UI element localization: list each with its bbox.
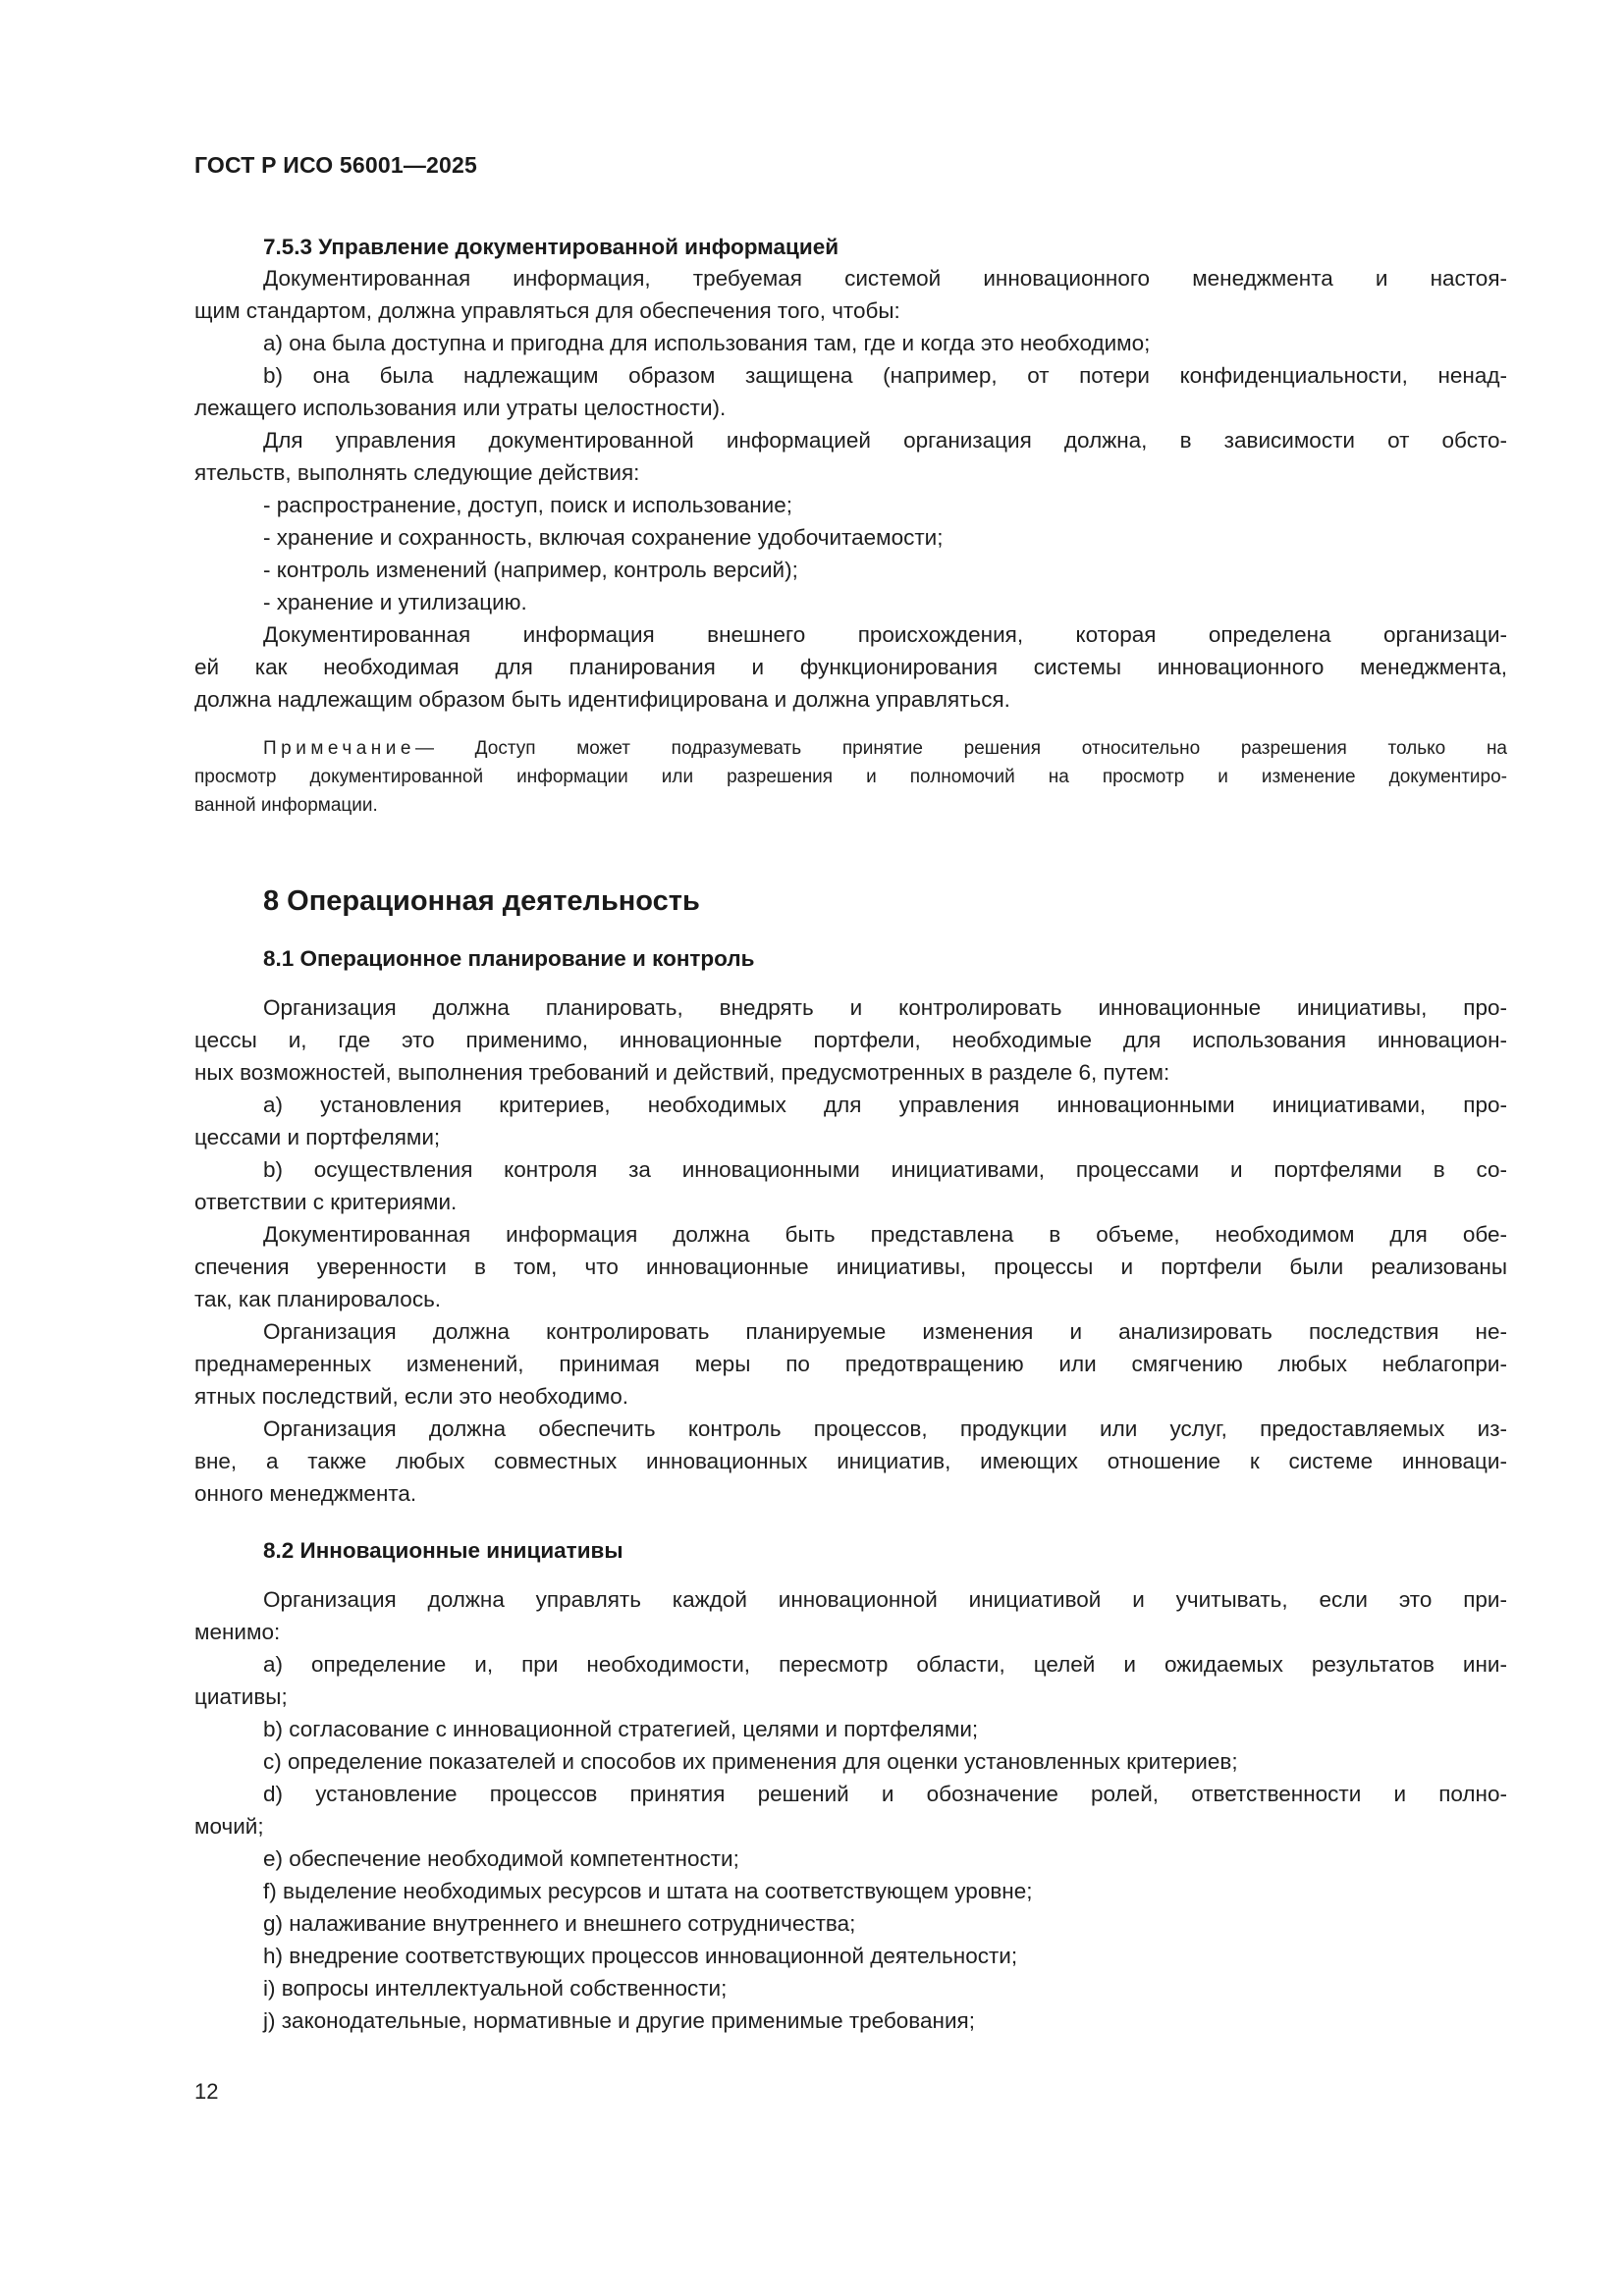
paragraph-line: Организация должна планировать, внедрять и контролировать инновационные инициативы, про- bbox=[263, 995, 1507, 1020]
note-line: ванной информации. bbox=[194, 795, 378, 816]
section-heading-8: 8 Операционная деятельность bbox=[263, 885, 700, 917]
paragraph-line: вне, а также любых совместных инновационных инициатив, имеющих отношение к системе инноваци- bbox=[194, 1449, 1507, 1473]
list-item-a: a) установления критериев, необходимых для управления инновационными инициативами, про- bbox=[263, 1093, 1507, 1117]
paragraph-line: Для управления документированной информацией организация должна, в зависимости от обсто- bbox=[263, 428, 1507, 453]
paragraph-line: ятельств, выполнять следующие действия: bbox=[194, 460, 640, 485]
list-item-d-cont: мочий; bbox=[194, 1814, 264, 1839]
note-first-line bbox=[263, 736, 1507, 762]
section-heading-7-5-3: 7.5.3 Управление документированной информацией bbox=[263, 235, 839, 259]
paragraph-line: так, как планировалось. bbox=[194, 1287, 442, 1311]
paragraph-line: Документированная информация должна быть представлена в объеме, необходимом для обе- bbox=[263, 1222, 1507, 1247]
paragraph-line: Документированная информация внешнего происхождения, которая определена организаци- bbox=[263, 622, 1507, 647]
paragraph-line: ятных последствий, если это необходимо. bbox=[194, 1384, 629, 1409]
page-number: 12 bbox=[194, 2079, 219, 2104]
list-item-b: b) осуществления контроля за инновационными инициативами, процессами и портфелями в со- bbox=[263, 1157, 1507, 1182]
list-item-b-cont: лежащего использования или утраты целостности). bbox=[194, 396, 727, 420]
paragraph-line: Организация должна контролировать планируемые изменения и анализировать последствия не- bbox=[263, 1319, 1507, 1344]
list-item-a: a) определение и, при необходимости, пересмотр области, целей и ожидаемых результатов ини- bbox=[263, 1652, 1507, 1677]
dash-item: - хранение и утилизацию. bbox=[263, 590, 527, 614]
dash-item: - хранение и сохранность, включая сохранение удобочитаемости; bbox=[263, 525, 944, 550]
paragraph-line: преднамеренных изменений, принимая меры по предотвращению или смягчению любых неблагопри- bbox=[194, 1352, 1507, 1376]
paragraph-line: онного менеджмента. bbox=[194, 1481, 417, 1506]
list-item-b-cont: ответствии с критериями. bbox=[194, 1190, 458, 1214]
list-item-i: i) вопросы интеллектуальной собственности; bbox=[263, 1976, 728, 2001]
section-heading-8-1: 8.1 Операционное планирование и контроль bbox=[263, 946, 755, 971]
paragraph-line: щим стандартом, должна управляться для обеспечения того, чтобы: bbox=[194, 298, 900, 323]
paragraph-line: цессы и, где это применимо, инновационные портфели, необходимые для использования инновацион- bbox=[194, 1028, 1507, 1052]
list-item-g: g) налаживание внутреннего и внешнего сотрудничества; bbox=[263, 1911, 856, 1936]
paragraph-line: Документированная информация, требуемая системой инновационного менеджмента и настоя- bbox=[263, 266, 1507, 291]
list-item-e: e) обеспечение необходимой компетентности; bbox=[263, 1846, 739, 1871]
section-heading-8-2: 8.2 Инновационные инициативы bbox=[263, 1538, 623, 1563]
list-item-j: j) законодательные, нормативные и другие применимые требования; bbox=[263, 2008, 975, 2033]
dash-item: - контроль изменений (например, контроль версий); bbox=[263, 558, 798, 582]
list-item-h: h) внедрение соответствующих процессов инновационной деятельности; bbox=[263, 1944, 1018, 1968]
dash-item: - распространение, доступ, поиск и использование; bbox=[263, 493, 793, 517]
paragraph-line: ей как необходимая для планирования и функционирования системы инновационного менеджмента, bbox=[194, 655, 1507, 679]
list-item-b: b) она была надлежащим образом защищена (например, от потери конфиденциальности, ненад- bbox=[263, 363, 1507, 388]
note-text: — Доступ может подразумевать принятие решения относительно разрешения только на bbox=[414, 738, 1507, 759]
paragraph-line: Организация должна обеспечить контроль процессов, продукции или услуг, предоставляемых из- bbox=[263, 1416, 1507, 1441]
list-item-a-cont: циативы; bbox=[194, 1684, 288, 1709]
list-item-b: b) согласование с инновационной стратегией, целями и портфелями; bbox=[263, 1717, 979, 1741]
paragraph-line: спечения уверенности в том, что инновационные инициативы, процессы и портфели были реализованы bbox=[194, 1255, 1507, 1279]
paragraph-line: ных возможностей, выполнения требований и действий, предусмотренных в разделе 6, путем: bbox=[194, 1060, 1170, 1085]
list-item-a-cont: цессами и портфелями; bbox=[194, 1125, 441, 1149]
note-line: просмотр документированной информации или разрешения и полномочий на просмотр и изменение документиро- bbox=[194, 767, 1507, 787]
document-code-header: ГОСТ Р ИСО 56001—2025 bbox=[194, 152, 478, 178]
list-item-a: a) она была доступна и пригодна для использования там, где и когда это необходимо; bbox=[263, 331, 1151, 355]
paragraph-line: менимо: bbox=[194, 1620, 281, 1644]
note-label: Примечание bbox=[263, 738, 415, 759]
paragraph-line: Организация должна управлять каждой инновационной инициативой и учитывать, если это при- bbox=[263, 1587, 1507, 1612]
list-item-f: f) выделение необходимых ресурсов и штата на соответствующем уровне; bbox=[263, 1879, 1033, 1903]
list-item-d: d) установление процессов принятия решений и обозначение ролей, ответственности и полно- bbox=[263, 1782, 1507, 1806]
list-item-c: c) определение показателей и способов их применения для оценки установленных критериев; bbox=[263, 1749, 1238, 1774]
paragraph-line: должна надлежащим образом быть идентифицирована и должна управляться. bbox=[194, 687, 1010, 712]
